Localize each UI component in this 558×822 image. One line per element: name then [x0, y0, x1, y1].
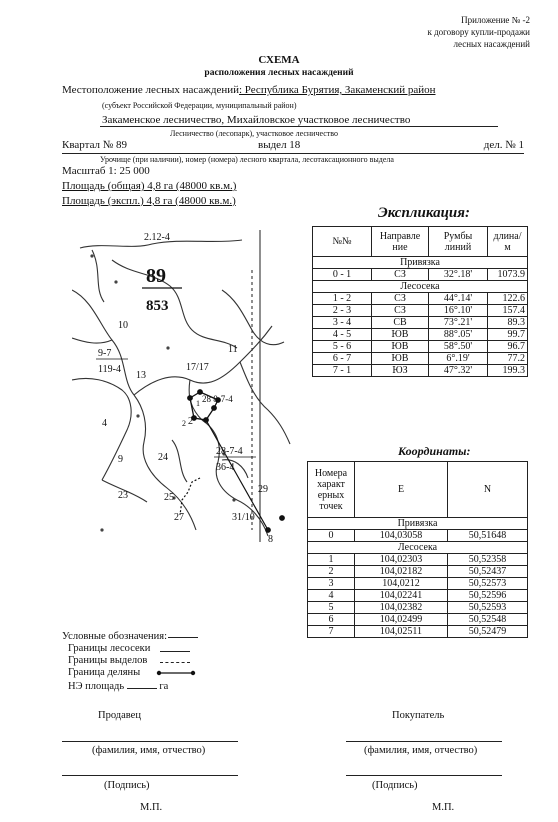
legend-item-delyana: Граница деляны [68, 667, 141, 678]
coord-cell: 50,52479 [448, 626, 528, 638]
exp-cell: 58°.50' [429, 341, 488, 353]
coordinates-table [307, 461, 528, 638]
map-label: 28 8-7-4 [202, 394, 233, 404]
quarter-row [62, 139, 524, 154]
coord-cell: 2 [308, 566, 355, 578]
exp-cell: 16°.10' [429, 305, 488, 317]
map-label: 17/17 [186, 362, 209, 373]
table-row [308, 614, 528, 626]
area-expl: Площадь (экспл.) 4,8 га (48000 кв.м.) [62, 195, 236, 207]
map-label: 10 [118, 320, 128, 331]
exp-cell: 44°.14' [429, 293, 488, 305]
exp-cell: 122.6 [488, 293, 528, 305]
exp-cell: 96.7 [488, 341, 528, 353]
coord-cell: 104,02511 [355, 626, 448, 638]
map-label: 31/10 [232, 512, 255, 523]
map-label: 9-7 [98, 348, 112, 359]
coord-cell: 104,02182 [355, 566, 448, 578]
exp-cell: 99.7 [488, 329, 528, 341]
coord-cell: 6 [308, 614, 355, 626]
map-kv-area: 853 [146, 298, 169, 314]
buyer-mp: М.П. [432, 802, 455, 813]
explication-table [312, 226, 528, 377]
table-row [313, 329, 528, 341]
map-label: 4 [102, 418, 107, 429]
exp-cell: ЮВ [372, 341, 429, 353]
location-row [62, 84, 517, 96]
table-row [313, 365, 528, 377]
location-value: : Республика Бурятия, Закаменский район [239, 84, 436, 96]
coord-section-lesoseka: Лесосека [308, 542, 528, 554]
exp-header-dir: Направле ние [372, 227, 429, 257]
coord-cell: 50,52596 [448, 590, 528, 602]
exp-cell: 157.4 [488, 305, 528, 317]
table-row [313, 293, 528, 305]
legend-item-vydely: Границы выделов [68, 655, 148, 666]
map-label: 2 [182, 419, 186, 428]
exp-cell: СЗ [372, 305, 429, 317]
location-caption: (субъект Российской Федерации, муниципальный район) [102, 101, 297, 110]
coord-section-privyazka: Привязка [308, 518, 528, 530]
coord-cell: 1 [308, 554, 355, 566]
map-label: 23 [118, 490, 128, 501]
area-total: Площадь (общая) 4,8 га (48000 кв.м.) [62, 180, 237, 192]
exp-cell: 2 - 3 [313, 305, 372, 317]
legend-ne-label: НЭ площадь [68, 681, 125, 692]
map-label: 119-4 [98, 364, 121, 375]
seller-title: Продавец [98, 710, 141, 721]
legend-line-sample [168, 637, 198, 638]
coord-header-n: N [448, 462, 528, 518]
coord-cell: 50,52593 [448, 602, 528, 614]
buyer-fio-line [346, 741, 502, 742]
legend-line-delyana [156, 668, 196, 678]
explication-title: Экспликация: [378, 205, 470, 221]
map-kv-number: 89 [146, 265, 166, 287]
coord-cell: 104,02499 [355, 614, 448, 626]
map-label: 9 [118, 454, 123, 465]
scale: Масштаб 1: 25 000 [62, 165, 150, 177]
delyana-label: дел. № 1 [483, 139, 524, 151]
table-row [308, 590, 528, 602]
seller-fio-caption: (фамилия, имя, отчество) [92, 745, 206, 756]
exp-cell: СЗ [372, 269, 429, 281]
exp-cell: ЮВ [372, 329, 429, 341]
exp-cell: 32°.18' [429, 269, 488, 281]
legend-item-ne [68, 679, 168, 692]
exp-cell: 0 - 1 [313, 269, 372, 281]
table-row [308, 530, 528, 542]
exp-cell: 199.3 [488, 365, 528, 377]
vydel-label: выдел 18 [258, 139, 301, 151]
coord-cell: 4 [308, 590, 355, 602]
exp-cell: СЗ [372, 293, 429, 305]
map-label: 36-4 [216, 462, 235, 473]
coord-cell: 50,52358 [448, 554, 528, 566]
map-label: 28-7-4 [216, 446, 243, 457]
exp-cell: 6°.19' [429, 353, 488, 365]
legend-title: Условные обозначения: [62, 631, 168, 642]
location-label: Местоположение лесных насаждений [62, 84, 239, 96]
legend-ne-blank [127, 679, 157, 689]
legend-ne-unit: га [159, 681, 169, 692]
exp-cell: 47°.32' [429, 365, 488, 377]
coord-cell: 50,52573 [448, 578, 528, 590]
exp-cell: 6 - 7 [313, 353, 372, 365]
buyer-fio-caption: (фамилия, имя, отчество) [364, 745, 478, 756]
coord-header-num: Номера характ ерных точек [308, 462, 355, 518]
legend-item-lesoseka: Границы лесосеки [68, 643, 151, 654]
coord-cell: 5 [308, 602, 355, 614]
map-label: 25 [164, 492, 174, 503]
page-subtitle: расположения лесных насаждений [204, 68, 354, 78]
exp-cell: СВ [372, 317, 429, 329]
seller-mp: М.П. [140, 802, 163, 813]
table-row [308, 566, 528, 578]
legend-line-lesoseka [160, 651, 190, 652]
buyer-sign-line [346, 775, 502, 776]
appendix [427, 14, 530, 50]
table-row [308, 554, 528, 566]
exp-cell: 89.3 [488, 317, 528, 329]
exp-cell: 1 - 2 [313, 293, 372, 305]
coord-header-e: E [355, 462, 448, 518]
table-row [313, 305, 528, 317]
exp-cell: 3 - 4 [313, 317, 372, 329]
seller-sign-caption: (Подпись) [104, 780, 150, 791]
buyer-title: Покупатель [392, 710, 445, 721]
legend-line-vydely [160, 662, 190, 663]
coord-cell: 104,03058 [355, 530, 448, 542]
table-row [313, 353, 528, 365]
coord-cell: 104,02241 [355, 590, 448, 602]
exp-section-privyazka: Привязка [313, 257, 528, 269]
map-label: 24 [158, 452, 168, 463]
exp-cell: 4 - 5 [313, 329, 372, 341]
exp-cell: 7 - 1 [313, 365, 372, 377]
table-row [313, 317, 528, 329]
quarter-caption: Урочище (при наличии), номер (номера) лесного квартала, лесотаксационного выдела [100, 155, 394, 164]
forest-map [72, 230, 294, 542]
coord-cell: 7 [308, 626, 355, 638]
seller-sign-line [62, 775, 238, 776]
coord-cell: 50,52437 [448, 566, 528, 578]
exp-cell: 77.2 [488, 353, 528, 365]
exp-section-lesoseka: Лесосека [313, 281, 528, 293]
forestry-value: Закаменское лесничество, Михайловское участковое лесничество [100, 114, 498, 127]
map-label: 2 [188, 416, 193, 427]
exp-cell: 5 - 6 [313, 341, 372, 353]
map-label: 1 [196, 399, 200, 408]
map-label: 13 [136, 370, 146, 381]
table-row [308, 578, 528, 590]
coord-cell: 3 [308, 578, 355, 590]
coord-cell: 104,02382 [355, 602, 448, 614]
map-label: 29 [258, 484, 268, 495]
coord-cell: 104,02303 [355, 554, 448, 566]
kvartal-label: Квартал № 89 [62, 139, 128, 151]
seller-fio-line [62, 741, 238, 742]
table-row [308, 602, 528, 614]
exp-cell: ЮЗ [372, 365, 429, 377]
exp-header-len: длина/ м [488, 227, 528, 257]
page-title: СХЕМА [258, 54, 300, 66]
table-row [313, 269, 528, 281]
appendix-line-1: Приложение № -2 [461, 15, 530, 25]
coord-cell: 50,52548 [448, 614, 528, 626]
exp-header-rumb: Румбы линий [429, 227, 488, 257]
exp-cell: 73°.21' [429, 317, 488, 329]
appendix-line-2: к договору купли-продажи [427, 27, 530, 37]
map-label: 27 [174, 512, 184, 523]
table-row [308, 626, 528, 638]
coord-cell: 0 [308, 530, 355, 542]
forestry-caption: Лесничество (лесопарк), участковое лесничество [170, 129, 338, 138]
map-label: 11 [228, 344, 238, 355]
exp-cell: 88°.05' [429, 329, 488, 341]
exp-cell: 1073.9 [488, 269, 528, 281]
coord-cell: 104,0212 [355, 578, 448, 590]
map-label: 8 [268, 534, 273, 542]
coord-cell: 50,51648 [448, 530, 528, 542]
exp-cell: ЮВ [372, 353, 429, 365]
coordinates-title: Координаты: [398, 444, 471, 458]
exp-header-num: №№ [313, 227, 372, 257]
map-label-top: 2.12-4 [144, 232, 170, 243]
appendix-line-3: лесных насаждений [453, 39, 530, 49]
buyer-sign-caption: (Подпись) [372, 780, 418, 791]
table-row [313, 341, 528, 353]
